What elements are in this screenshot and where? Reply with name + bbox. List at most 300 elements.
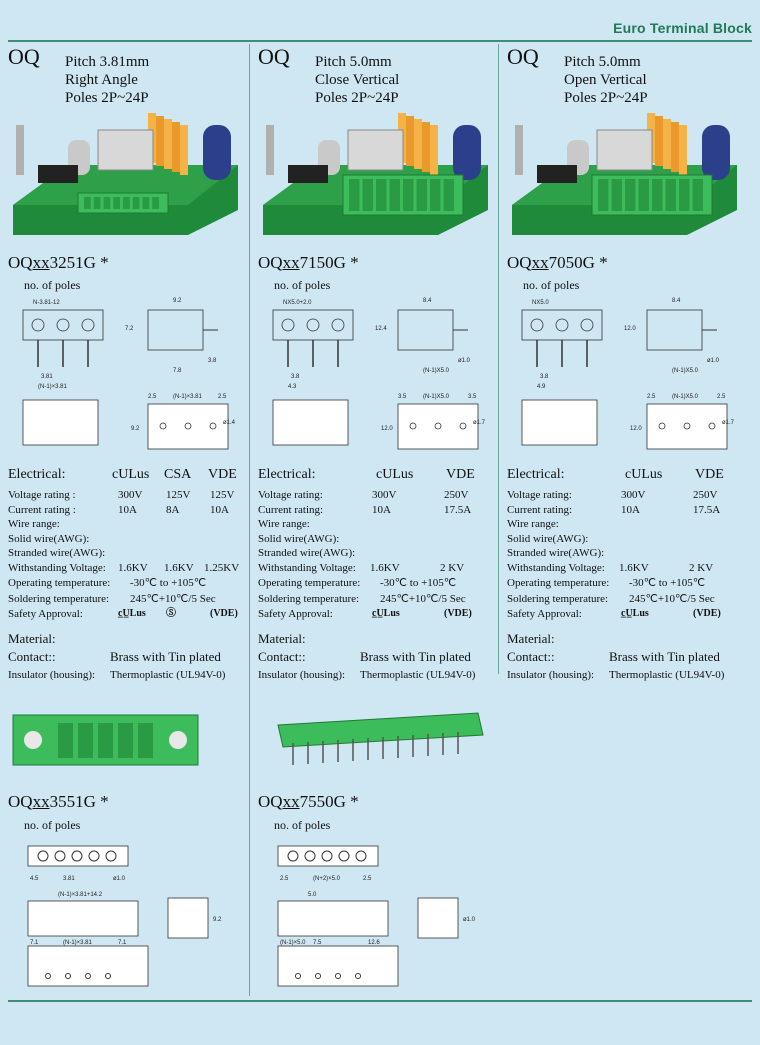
spec-row-label: Voltage rating: [258, 489, 323, 501]
dimension-label: 7.8 [173, 368, 182, 374]
footprint-hole [709, 423, 715, 429]
part-number [507, 253, 608, 273]
terminal-slot [98, 723, 113, 758]
spec-row [8, 561, 248, 577]
spec-row-value: 245℃+10℃/5 Sec [380, 592, 466, 605]
part-prefix: OQ [8, 253, 33, 272]
spec-row-label: Current rating: [258, 503, 324, 516]
heatsink-fin [406, 116, 414, 166]
spec-row-value: 2 KV [440, 561, 465, 574]
spec-row [258, 561, 498, 577]
material-section [507, 630, 747, 684]
dimension-label: 9.2 [131, 426, 140, 432]
poles-label: no. of poles [523, 278, 580, 292]
spec-row-label: Solid wire(AWG): [258, 532, 340, 545]
technical-drawing-lower-1 [268, 836, 503, 996]
contact-row [507, 648, 747, 666]
insulator-label: Insulator (housing): [507, 669, 595, 681]
spec-row-value: 8A [166, 503, 180, 516]
spec-row-value: 250V [693, 489, 718, 501]
spec-row-label: Withstanding Voltage: [507, 561, 605, 574]
spec-row-value: 245℃+10℃/5 Sec [629, 592, 715, 605]
terminal-slot [417, 179, 428, 211]
series-code: OQ [258, 44, 290, 69]
spec-row [258, 592, 498, 608]
terminal-slot [104, 197, 111, 209]
spec-row [507, 517, 747, 532]
footer-divider [8, 1000, 752, 1002]
screw-hole [581, 319, 593, 331]
dimension-label: (N-1)×5.0 [280, 940, 306, 946]
footprint-hole [684, 423, 690, 429]
poles-label: no. of poles [274, 818, 331, 832]
dimension-label: (N+2)×5.0 [313, 876, 341, 882]
spec-line: Pitch 3.81mm [65, 54, 150, 70]
part-xx: xx [32, 792, 50, 811]
product-photo-0 [8, 105, 243, 235]
spec-row-label: Wire range: [507, 518, 559, 530]
spec-row-label: Operating temperature: [258, 577, 361, 589]
spec-row-label: Operating temperature: [8, 577, 111, 589]
dimension-label: ø1.0 [463, 917, 476, 923]
spec-row-value: -30℃ to +105℃ [130, 577, 207, 589]
material-title: Material: [8, 631, 56, 646]
spec-row-value: 17.5A [444, 503, 472, 516]
product-photo-1 [258, 105, 493, 235]
spec-row [258, 488, 498, 503]
spec-row-value: (VDE) [444, 608, 472, 619]
spec-row [258, 517, 498, 532]
dimension-label: 2.5 [218, 394, 227, 400]
dimension-label: 3.81 [41, 374, 53, 380]
footprint-hole [410, 423, 416, 429]
dimension-label: 12.0 [630, 426, 642, 432]
footprint-hole [210, 423, 216, 429]
spec-row-value: -30℃ to +105℃ [380, 577, 457, 589]
pcb-footprint [278, 946, 398, 986]
technical-drawing-1 [263, 292, 498, 457]
screw-hole [282, 319, 294, 331]
terminal-slot [123, 197, 130, 209]
terminal-slot [113, 197, 120, 209]
spec-row-value: (VDE) [210, 608, 238, 619]
terminal-slot [652, 179, 663, 211]
spec-row-value: -30℃ to +105℃ [629, 577, 706, 589]
header-divider [8, 40, 752, 42]
spec-row-value: c̲U̲Lus [621, 608, 649, 619]
terminal-slot [666, 179, 677, 211]
dimension-label: 12.6 [368, 940, 380, 946]
top-view [23, 400, 98, 445]
electrical-label: Electrical: [8, 467, 66, 482]
spec-row [8, 517, 248, 532]
spec-row [8, 532, 248, 547]
front-view [23, 310, 103, 340]
terminal-slot [152, 197, 159, 209]
page-header-title: Euro Terminal Block [613, 20, 752, 36]
spec-row-value: 1.6KV [370, 561, 400, 574]
spec-row [8, 503, 248, 518]
material-section [8, 630, 248, 684]
terminal-slot [84, 197, 91, 209]
spec-row [8, 607, 248, 629]
front-view [273, 310, 353, 340]
terminal-slot [598, 179, 609, 211]
dimension-label: NX5.0+2.0 [283, 300, 312, 306]
terminal-slot [403, 179, 414, 211]
part-number [8, 792, 109, 812]
spec-row-value: 250V [444, 489, 469, 501]
dimension-label: ø1.0 [707, 358, 720, 364]
cert-header: VDE [446, 467, 475, 482]
dimension-label: 3.81 [63, 876, 75, 882]
poles-label: no. of poles [274, 278, 331, 292]
part-xx: xx [282, 792, 300, 811]
spec-row-label: Operating temperature: [507, 577, 610, 589]
screw-hole [531, 319, 543, 331]
footprint-hole [435, 423, 441, 429]
ic-chip [288, 165, 328, 183]
heatsink-fin [422, 122, 430, 172]
transformer [597, 130, 652, 170]
spec-row-label: Solid wire(AWG): [8, 532, 90, 545]
part-xx: xx [282, 253, 300, 272]
spec-line: Poles 2P~24P [65, 90, 149, 106]
spec-row [507, 503, 747, 518]
terminal-slot [625, 179, 636, 211]
spec-row [507, 607, 747, 629]
contact-label: Contact:: [8, 649, 56, 664]
heatsink-fin [679, 125, 687, 175]
screw-hole [307, 319, 319, 331]
part-prefix: OQ [8, 792, 33, 811]
dimension-label: 9.2 [173, 298, 182, 304]
spec-row-value: c̲U̲Lus [372, 608, 400, 619]
spec-line: Pitch 5.0mm [564, 54, 641, 70]
part-number [258, 253, 359, 273]
front-view [28, 901, 138, 936]
footprint-hole [160, 423, 166, 429]
spec-row [258, 576, 498, 592]
dimension-label: 8.4 [672, 298, 681, 304]
heatsink-fin [180, 125, 188, 175]
dimension-label: 2.5 [148, 394, 157, 400]
spec-row-label: Soldering temperature: [8, 592, 110, 605]
ic-chip [38, 165, 78, 183]
top-view [28, 846, 128, 866]
cert-header: cULus [376, 467, 414, 482]
terminal-photo-1 [258, 695, 488, 775]
spec-row-value: c̲U̲Lus [118, 608, 146, 619]
technical-drawing-2 [512, 292, 747, 457]
spec-row [8, 576, 248, 592]
spec-row-label: Voltage rating : [8, 489, 76, 501]
spec-row [258, 532, 498, 547]
heatsink-fin [430, 125, 438, 175]
electrical-label: Electrical: [258, 467, 316, 482]
part-prefix: OQ [258, 253, 283, 272]
material-title: Material: [507, 631, 555, 646]
spec-row [507, 561, 747, 577]
terminal-slot [444, 179, 455, 211]
terminal-slot [118, 723, 133, 758]
spec-row-label: Stranded wire(AWG): [8, 547, 106, 559]
dimension-label: 2.5 [647, 394, 656, 400]
dimension-label: 5.0 [308, 892, 317, 898]
spec-row-label: Safety Approval: [507, 608, 582, 620]
material-title-row [258, 630, 498, 648]
dimension-label: (N-1)X5.0 [423, 368, 450, 374]
contact-label: Contact:: [258, 649, 306, 664]
spec-row-value: (VDE) [693, 608, 721, 619]
cert-header: VDE [208, 467, 237, 482]
screw-hole [57, 319, 69, 331]
dimension-label: 7.1 [118, 940, 127, 946]
dimension-label: N-3.81-12 [33, 300, 60, 306]
spec-line: Close Vertical [315, 72, 400, 88]
part-prefix: OQ [258, 792, 283, 811]
top-view [273, 400, 348, 445]
dimension-label: 3.5 [468, 394, 477, 400]
spec-row-value: 245℃+10℃/5 Sec [130, 592, 216, 605]
spec-row-label: Soldering temperature: [258, 592, 360, 605]
spec-row [258, 503, 498, 518]
dimension-label: ø1.0 [113, 876, 126, 882]
insulator-row [507, 666, 747, 684]
spec-row-label: Safety Approval: [258, 608, 333, 620]
spec-row-label: Withstanding Voltage: [258, 561, 356, 574]
heatsink-fin [164, 119, 172, 169]
material-title-row [8, 630, 248, 648]
dimension-label: 12.4 [375, 326, 387, 332]
part-number [8, 253, 109, 273]
mount-hole [169, 731, 187, 749]
spec-row [507, 576, 747, 592]
product-photo-2 [507, 105, 742, 235]
terminal-slot [349, 179, 360, 211]
spec-row-value: 1.6KV [619, 561, 649, 574]
terminal-slot [390, 179, 401, 211]
terminal-slot [138, 723, 153, 758]
spec-row-value: 1.6KV [118, 561, 148, 574]
contact-label: Contact:: [507, 649, 555, 664]
spec-line: Poles 2P~24P [564, 90, 648, 106]
terminal-slot [133, 197, 140, 209]
spec-row-label: Wire range: [8, 518, 60, 530]
capacitor [453, 125, 481, 180]
contact-row [8, 648, 248, 666]
poles-label: no. of poles [24, 278, 81, 292]
dimension-label: 3.8 [208, 358, 217, 364]
material-title-row [507, 630, 747, 648]
pcb-footprint [28, 946, 148, 986]
dimension-label: (N-1)×3.81+14.2 [58, 892, 103, 898]
screw-hole [32, 319, 44, 331]
heatsink-fin [172, 122, 180, 172]
spec-row-label: Current rating: [507, 503, 573, 516]
part-suffix: 7050G * [548, 253, 608, 272]
poles-label: no. of poles [24, 818, 81, 832]
insulator-value: Thermoplastic (UL94V-0) [110, 669, 226, 681]
spec-row [507, 592, 747, 608]
electrical-header-row [507, 468, 747, 488]
insulator-value: Thermoplastic (UL94V-0) [609, 669, 725, 681]
dimension-label: ø1.7 [722, 420, 735, 426]
spec-row-label: Withstanding Voltage: [8, 561, 106, 574]
lead-pin [266, 125, 274, 175]
part-xx: xx [32, 253, 50, 272]
material-title: Material: [258, 631, 306, 646]
spec-row-value: 300V [118, 489, 143, 501]
part-xx: xx [531, 253, 549, 272]
terminal-slot [78, 723, 93, 758]
mount-hole [24, 731, 42, 749]
dimension-label: 2.5 [717, 394, 726, 400]
part-number [258, 792, 359, 812]
insulator-row [8, 666, 248, 684]
terminal-slot [376, 179, 387, 211]
heatsink-fin [414, 119, 422, 169]
capacitor [203, 125, 231, 180]
dimension-label: 7.5 [313, 940, 322, 946]
electrical-table [258, 468, 498, 629]
terminal-slot [679, 179, 690, 211]
terminal-slot [143, 197, 150, 209]
electrical-header-row [8, 468, 248, 488]
cert-header: CSA [164, 467, 192, 482]
side-view [398, 310, 453, 350]
spec-row-value: 10A [118, 503, 137, 516]
spec-line: Right Angle [65, 72, 138, 88]
part-suffix: 3551G * [49, 792, 109, 811]
series-code: OQ [507, 44, 539, 69]
spec-row-label: Stranded wire(AWG): [507, 547, 605, 559]
spec-row [507, 488, 747, 503]
dimension-label: 8.4 [423, 298, 432, 304]
dimension-label: 4.3 [288, 384, 297, 390]
spec-row-value: 10A [621, 503, 640, 516]
dimension-label: 2.5 [280, 876, 289, 882]
heatsink-fin [655, 116, 663, 166]
dimension-label: 12.0 [381, 426, 393, 432]
spec-row-value: 125V [210, 489, 235, 501]
spec-row-value: Ⓢ [166, 608, 176, 619]
terminal-slot [363, 179, 374, 211]
spec-row-value: 1.25KV [204, 561, 240, 574]
insulator-value: Thermoplastic (UL94V-0) [360, 669, 476, 681]
series-code: OQ [8, 44, 40, 69]
contact-value: Brass with Tin plated [360, 649, 471, 664]
terminal-slot [693, 179, 704, 211]
dimension-label: 2.5 [363, 876, 372, 882]
dimension-label: ø1.7 [473, 420, 486, 426]
spec-row-label: Safety Approval: [8, 608, 83, 620]
footprint-hole [659, 423, 665, 429]
material-section [258, 630, 498, 684]
spec-row-value: 300V [372, 489, 397, 501]
spec-row-label: Stranded wire(AWG): [258, 547, 356, 559]
electrical-header-row [258, 468, 498, 488]
dimension-label: (N-1)×3.81 [63, 940, 92, 946]
dimension-label: 4.5 [30, 876, 39, 882]
part-suffix: 7550G * [299, 792, 359, 811]
heatsink-fin [671, 122, 679, 172]
cert-header: VDE [695, 467, 724, 482]
spec-row [507, 546, 747, 561]
side-view [148, 310, 203, 350]
spec-row-label: Wire range: [258, 518, 310, 530]
spec-row [8, 592, 248, 608]
dimension-label: 4.9 [537, 384, 546, 390]
cert-header: cULus [625, 467, 663, 482]
column-divider-2 [498, 44, 499, 674]
part-prefix: OQ [507, 253, 532, 272]
contact-row [258, 648, 498, 666]
spec-row [8, 546, 248, 561]
spec-row [8, 488, 248, 503]
dimension-label: (N-1)×3.81 [173, 394, 202, 400]
spec-row-label: Current rating : [8, 503, 76, 516]
heatsink-fin [156, 116, 164, 166]
terminal-slot [639, 179, 650, 211]
side-view [168, 898, 208, 938]
spec-row-value: 2 KV [689, 561, 714, 574]
dimension-label: ø1.4 [223, 420, 236, 426]
dimension-label: 3.8 [291, 374, 300, 380]
transformer [98, 130, 153, 170]
spec-row-value: 125V [166, 489, 191, 501]
spec-row-label: Soldering temperature: [507, 592, 609, 605]
screw-hole [556, 319, 568, 331]
spec-row [258, 546, 498, 561]
top-view [278, 846, 378, 866]
terminal-slot [58, 723, 73, 758]
heatsink-fin [663, 119, 671, 169]
top-view [522, 400, 597, 445]
insulator-row [258, 666, 498, 684]
footprint-hole [460, 423, 466, 429]
dimension-label: 7.2 [125, 326, 134, 332]
screw-hole [332, 319, 344, 331]
side-view [647, 310, 702, 350]
lead-pin [515, 125, 523, 175]
dimension-label: (N-1)X5.0 [672, 394, 699, 400]
terminal-slot [94, 197, 101, 209]
terminal-slot [430, 179, 441, 211]
spec-row-value: 1.6KV [164, 561, 194, 574]
header-block [278, 713, 483, 747]
terminal-photo-0 [8, 695, 238, 775]
dimension-label: (N-1)X5.0 [423, 394, 450, 400]
screw-hole [82, 319, 94, 331]
lead-pin [16, 125, 24, 175]
spec-row-label: Solid wire(AWG): [507, 532, 589, 545]
contact-value: Brass with Tin plated [110, 649, 221, 664]
spec-row-value: 10A [210, 503, 229, 516]
spec-row [258, 607, 498, 629]
dimension-label: 7.1 [30, 940, 39, 946]
dimension-label: (N-1)×3.81 [38, 384, 67, 390]
technical-drawing-lower-0 [18, 836, 253, 996]
footprint-hole [185, 423, 191, 429]
front-view [278, 901, 388, 936]
dimension-label: 3.5 [398, 394, 407, 400]
spec-row-value: 17.5A [693, 503, 721, 516]
side-view [418, 898, 458, 938]
insulator-label: Insulator (housing): [258, 669, 346, 681]
terminal-slot [612, 179, 623, 211]
spec-line: Pitch 5.0mm [315, 54, 392, 70]
